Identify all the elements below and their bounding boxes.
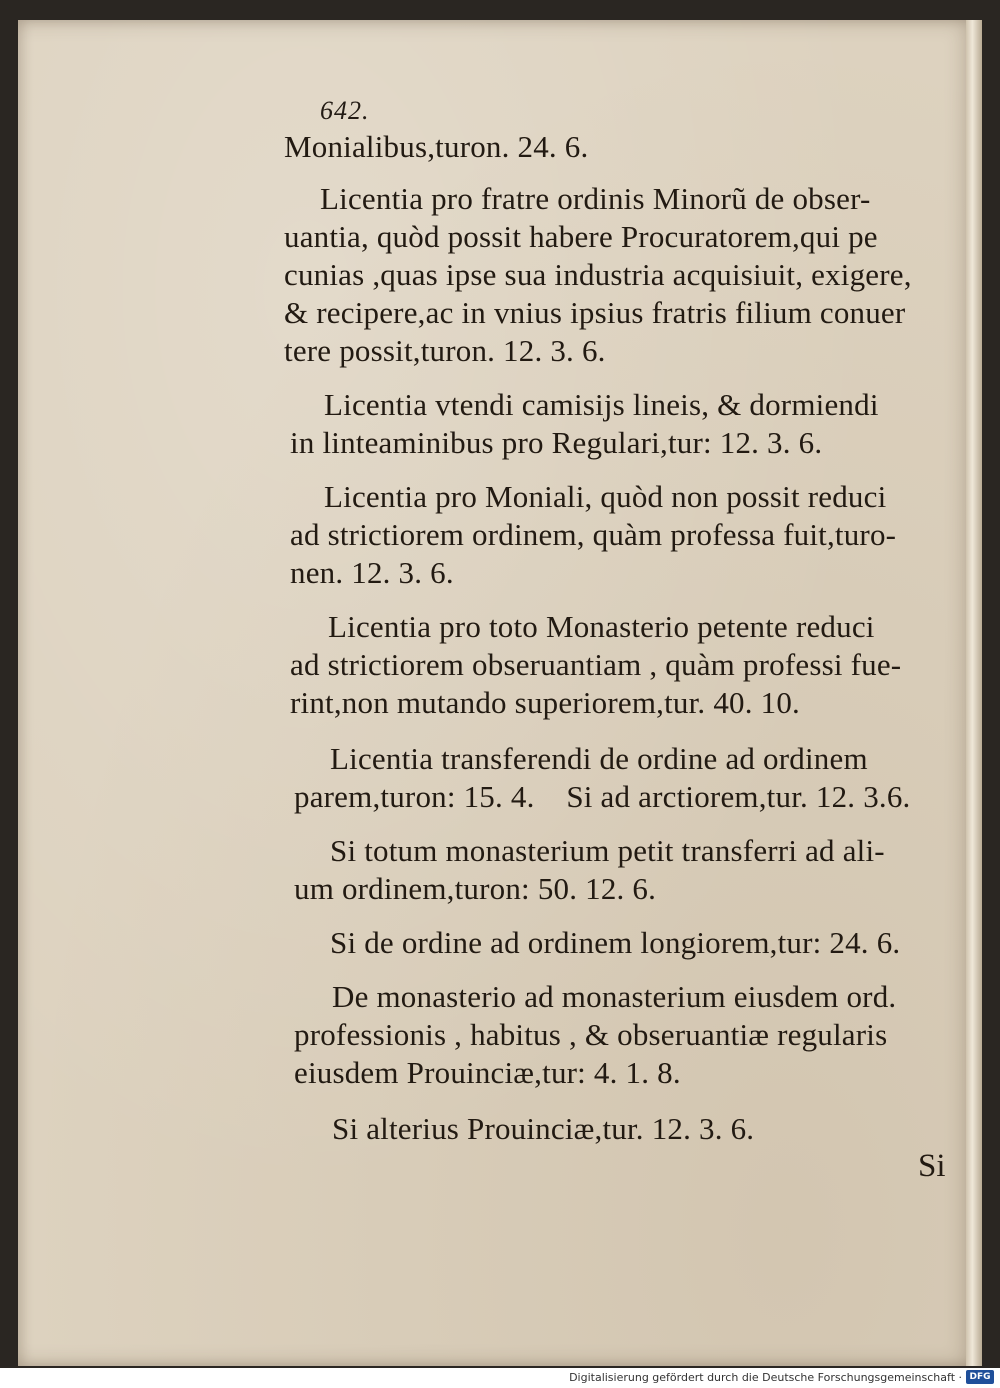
text-line: & recipere,ac in vnius ipsius fratris filium conuer	[284, 295, 906, 330]
text-line: eiusdem Prouinciæ,tur: 4. 1. 8.	[294, 1055, 681, 1090]
text-line: ad strictiorem ordinem, quàm professa fuit,turo-	[290, 517, 897, 552]
text-line: parem,turon: 15. 4. Si ad arctiorem,tur. 12. 3.6.	[294, 779, 911, 814]
catchword: Si	[918, 1148, 946, 1184]
footer-credit: Digitalisierung gefördert durch die Deutsche Forschungsgemeinschaft ·	[569, 1371, 962, 1384]
text-line: Licentia vtendi camisijs lineis, & dormiendi	[324, 387, 879, 422]
text-line: rint,non mutando superiorem,tur. 40. 10.	[290, 685, 800, 720]
page-number: 642.	[320, 96, 370, 125]
text-line: Licentia pro toto Monasterio petente reduci	[328, 609, 875, 644]
text-line: Licentia pro fratre ordinis Minorũ de obser-	[320, 181, 871, 216]
text-line: professionis , habitus , & obseruantiæ regularis	[294, 1017, 888, 1052]
dfg-logo-icon: DFG	[966, 1370, 994, 1384]
text-line: De monasterio ad monasterium eiusdem ord.	[332, 979, 897, 1014]
text-line: nen. 12. 3. 6.	[290, 555, 454, 590]
text-line: Licentia transferendi de ordine ad ordinem	[330, 741, 868, 776]
text-line: ad strictiorem obseruantiam , quàm professi fue-	[290, 647, 902, 682]
text-line: um ordinem,turon: 50. 12. 6.	[294, 871, 657, 906]
text-line: Si totum monasterium petit transferri ad ali-	[330, 833, 885, 868]
text-line: Si de ordine ad ordinem longiorem,tur: 24. 6.	[330, 925, 901, 960]
text-line: Si alterius Prouinciæ,tur. 12. 3. 6.	[332, 1111, 755, 1146]
text-line: Licentia pro Moniali, quòd non possit reduci	[324, 479, 887, 514]
page-edge	[966, 20, 982, 1366]
text-line: in linteaminibus pro Regulari,tur: 12. 3. 6.	[290, 425, 823, 460]
text-line: cunias ,quas ipse sua industria acquisiuit, exigere,	[284, 257, 912, 292]
text-line: tere possit,turon. 12. 3. 6.	[284, 333, 606, 368]
text-line: uantia, quòd possit habere Procuratorem,qui pe	[284, 219, 878, 254]
text-line: Monialibus,turon. 24. 6.	[284, 129, 589, 164]
